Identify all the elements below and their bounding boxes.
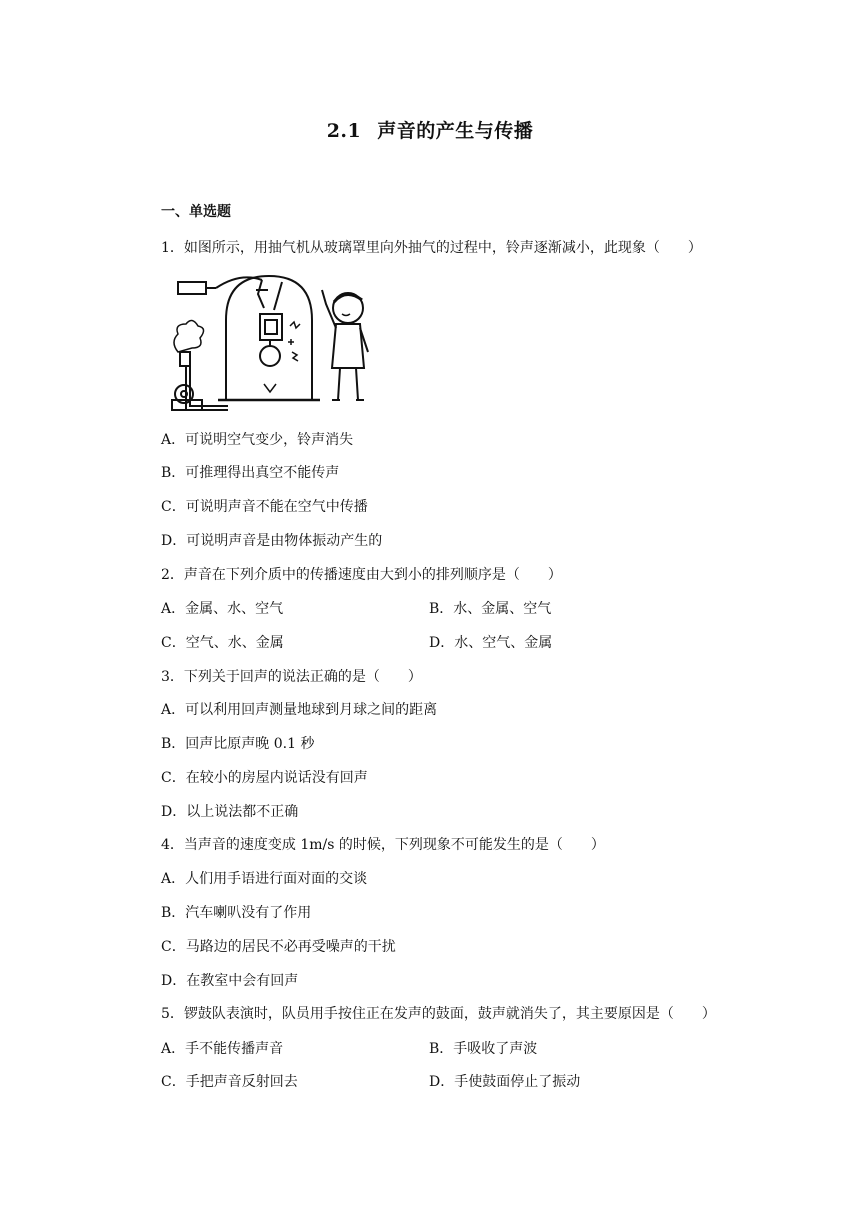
battery-icon	[178, 282, 206, 294]
question-5-stem: 5．锣鼓队表演时，队员用手按住正在发声的鼓面，鼓声就消失了，其主要原因是（ ）	[161, 1006, 716, 1022]
question-5-option-a: A．手不能传播声音	[161, 1041, 284, 1057]
electric-bell-body	[260, 314, 282, 340]
question-5-option-c: C．手把声音反射回去	[161, 1074, 298, 1090]
boy-figure	[322, 290, 368, 400]
question-2-stem: 2．声音在下列介质中的传播速度由大到小的排列顺序是（ ）	[161, 567, 562, 583]
question-4-option-d: D．在教室中会有回声	[161, 973, 299, 989]
bell-dome-icon	[260, 346, 280, 366]
title-number: 2.1	[326, 120, 362, 142]
smoke-puff	[174, 320, 204, 352]
bell-jar-outline	[226, 276, 312, 400]
question-4-option-b: B．汽车喇叭没有了作用	[161, 905, 312, 921]
question-4-stem: 4．当声音的速度变成 1m/s 的时候，下列现象不可能发生的是（ ）	[161, 837, 605, 853]
question-1-option-a: A．可说明空气变少，铃声消失	[161, 432, 354, 448]
question-3-stem: 3．下列关于回声的说法正确的是（ ）	[161, 669, 422, 685]
question-4-option-a: A．人们用手语进行面对面的交谈	[161, 871, 368, 887]
question-4-option-c: C．马路边的居民不必再受噪声的干扰	[161, 939, 396, 955]
title-text: 声音的产生与传播	[377, 120, 534, 142]
question-1-option-b: B．可推理得出真空不能传声	[161, 465, 340, 481]
question-5-option-d: D．手使鼓面停止了振动	[429, 1074, 581, 1090]
section-heading: 一、单选题	[161, 204, 231, 220]
question-5-option-b: B．手吸收了声波	[429, 1041, 538, 1057]
question-2-option-b: B．水、金属、空气	[429, 601, 552, 617]
bell-jar-vacuum-figure	[160, 268, 392, 418]
question-3-option-d: D．以上说法都不正确	[161, 804, 299, 820]
question-2-option-a: A．金属、水、空气	[161, 601, 284, 617]
question-1-stem: 1．如图所示，用抽气机从玻璃罩里向外抽气的过程中，铃声逐渐减小，此现象（ ）	[161, 240, 702, 256]
question-2-option-c: C．空气、水、金属	[161, 635, 284, 651]
question-3-option-a: A．可以利用回声测量地球到月球之间的距离	[161, 702, 438, 718]
question-1-option-d: D．可说明声音是由物体振动产生的	[161, 533, 383, 549]
question-1-option-c: C．可说明声音不能在空气中传播	[161, 499, 368, 515]
question-3-option-c: C．在较小的房屋内说话没有回声	[161, 770, 368, 786]
page-title	[0, 116, 860, 143]
question-2-option-d: D．水、空气、金属	[429, 635, 553, 651]
question-3-option-b: B．回声比原声晚 0.1 秒	[161, 736, 315, 752]
